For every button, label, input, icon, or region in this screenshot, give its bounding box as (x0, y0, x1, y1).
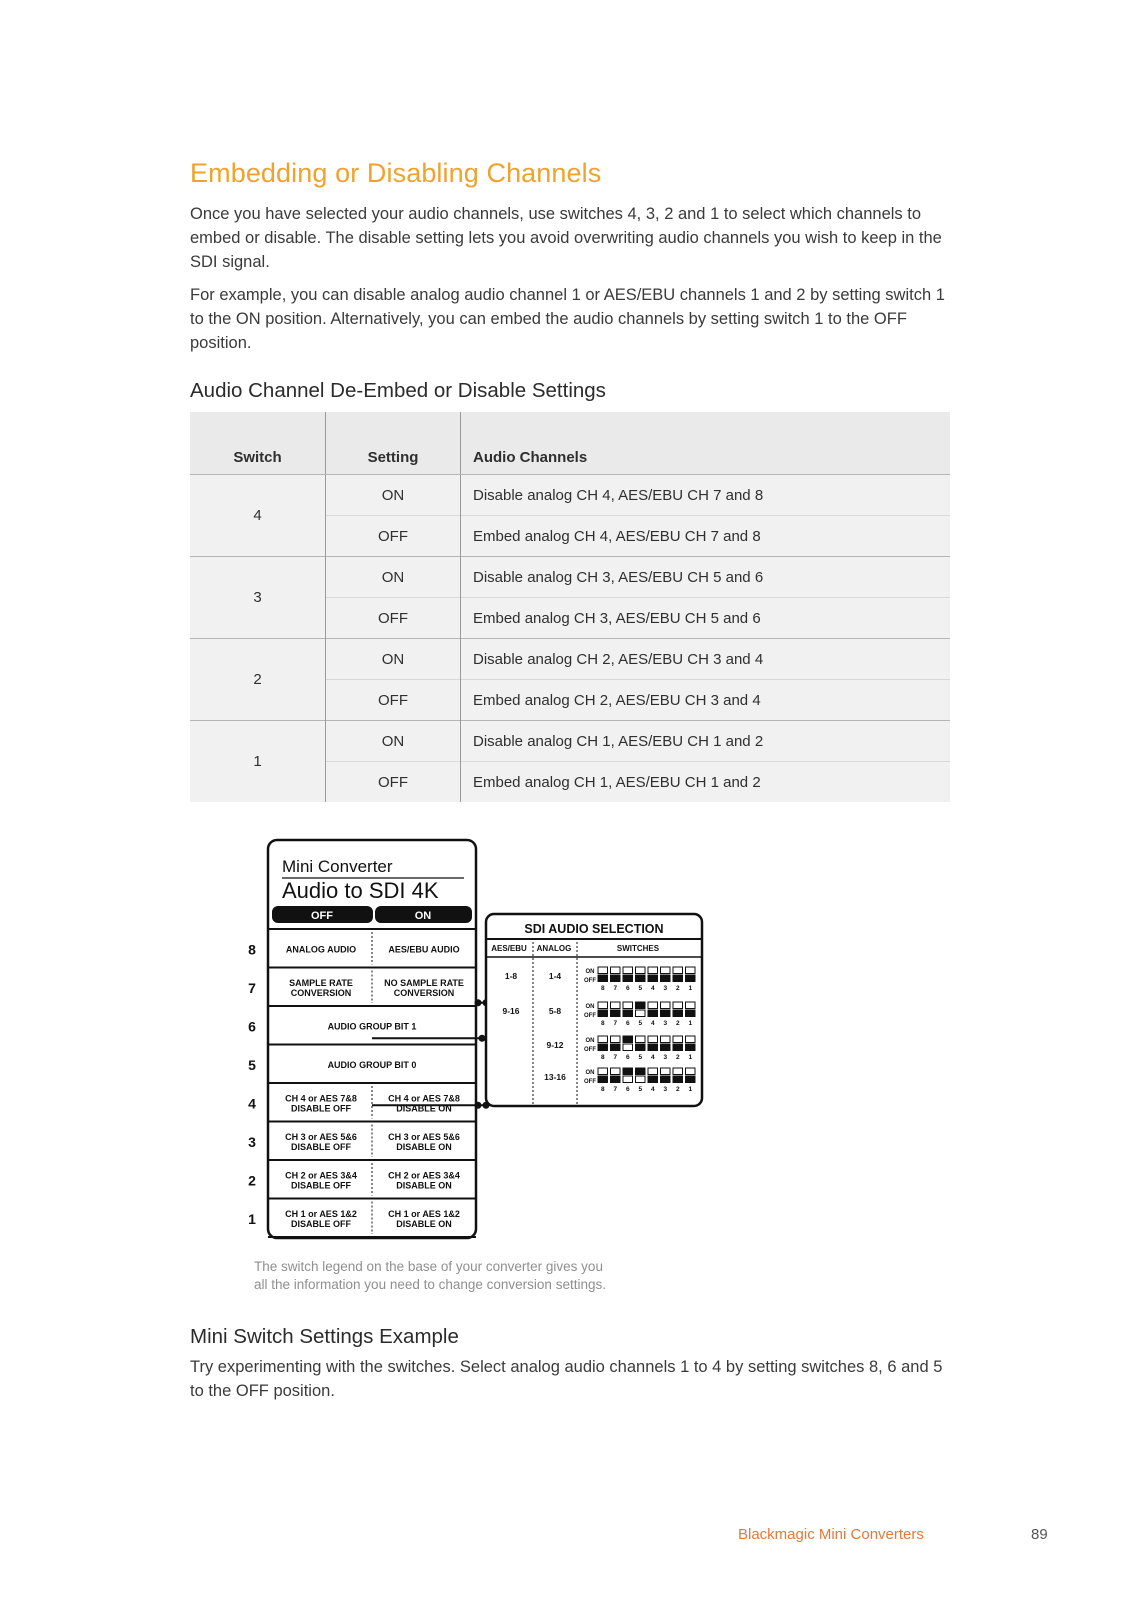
dip-switch-off (636, 1076, 646, 1083)
dip-switch-on (598, 1002, 608, 1009)
dip-switch-number: 6 (625, 1054, 630, 1061)
cell-setting: ON (326, 639, 461, 680)
dip-switch-off (611, 975, 621, 982)
dip-switch-number: 4 (650, 1054, 655, 1061)
dip-switch-number: 8 (600, 1020, 605, 1027)
dip-switch-on (636, 1068, 646, 1075)
dip-switch-on (636, 967, 646, 974)
dip-switch-off (673, 1076, 683, 1083)
dip-switch-off (623, 1076, 633, 1083)
switch-example-paragraph: Try experimenting with the switches. Select analog audio channels 1 to 4 by setting switches 8, 6 and 5 to the OFF position. (190, 1358, 943, 1400)
sdi-on-label: ON (585, 1004, 595, 1010)
dip-switch-off (611, 1010, 621, 1017)
dip-switch-number: 7 (613, 1086, 618, 1093)
header-setting: Setting (326, 412, 461, 475)
dip-switch-on (648, 1068, 658, 1075)
dip-switch-number: 3 (663, 985, 668, 992)
legend-row-label: AUDIO GROUP BIT 1 (327, 1021, 417, 1032)
dip-switch-number: 4 (650, 1020, 655, 1027)
dip-switch-on (636, 1002, 646, 1009)
legend-off-option: ANALOG AUDIO (285, 944, 357, 955)
dip-switch-off (611, 1076, 621, 1083)
cell-audio-channels: Disable analog CH 2, AES/EBU CH 3 and 4 (461, 639, 951, 680)
cell-audio-channels: Disable analog CH 1, AES/EBU CH 1 and 2 (461, 721, 951, 762)
dip-switch-off (623, 1010, 633, 1017)
dip-switch-on (673, 1068, 683, 1075)
dip-switch-off (648, 975, 658, 982)
sdi-on-label: ON (585, 969, 595, 975)
sdi-analog-range: 9-12 (546, 1040, 564, 1050)
cell-setting: OFF (326, 598, 461, 639)
legend-brand: Mini Converter (282, 857, 393, 876)
dip-switch-number: 6 (625, 1020, 630, 1027)
legend-connector-dot (475, 1102, 482, 1109)
dip-switch-off (636, 1010, 646, 1017)
cell-audio-channels: Embed analog CH 3, AES/EBU CH 5 and 6 (461, 598, 951, 639)
dip-switch-off (686, 1010, 696, 1017)
legend-off-option: CH 3 or AES 5&6 DISABLE OFF (285, 1131, 357, 1152)
cell-switch: 1 (190, 721, 326, 803)
cell-audio-channels: Disable analog CH 3, AES/EBU CH 5 and 6 (461, 557, 951, 598)
sdi-on-label: ON (585, 1038, 595, 1044)
legend-off-option: CH 1 or AES 1&2 DISABLE OFF (285, 1208, 357, 1229)
cell-audio-channels: Embed analog CH 2, AES/EBU CH 3 and 4 (461, 680, 951, 721)
sdi-header-aes: AES/EBU (491, 944, 527, 953)
dip-switch-on (648, 967, 658, 974)
dip-switch-off (598, 1044, 608, 1051)
cell-setting: ON (326, 557, 461, 598)
dip-switch-number: 7 (613, 985, 618, 992)
cell-setting: ON (326, 721, 461, 762)
dip-switch-on (636, 1036, 646, 1043)
table-title: Audio Channel De-Embed or Disable Settings (190, 379, 606, 402)
dip-switch-on (611, 1068, 621, 1075)
dip-switch-number: 5 (638, 985, 643, 992)
dip-switch-number: 8 (600, 1086, 605, 1093)
dip-switch-on (686, 1002, 696, 1009)
dip-switch-on (661, 967, 671, 974)
table-row (190, 639, 950, 680)
caption-line-2: all the information you need to change conversion settings. (254, 1277, 606, 1292)
sdi-header-analog: ANALOG (536, 944, 572, 953)
sdi-analog-range: 13-16 (544, 1072, 566, 1082)
dip-switch-number: 1 (688, 1020, 693, 1027)
sdi-aes-range: 1-8 (504, 971, 518, 981)
dip-switch-on (611, 1002, 621, 1009)
dip-switch-off (648, 1010, 658, 1017)
switch-legend-figure (242, 830, 722, 1250)
dip-switch-on (623, 967, 633, 974)
legend-switch-number: 8 (248, 941, 256, 958)
figure-caption (254, 1258, 606, 1294)
legend-on-option: AES/EBU AUDIO (388, 944, 460, 955)
sdi-off-label: OFF (584, 1047, 596, 1053)
dip-switch-number: 4 (650, 1086, 655, 1093)
dip-switch-on (611, 1036, 621, 1043)
cell-setting: ON (326, 475, 461, 516)
dip-switch-off (648, 1044, 658, 1051)
legend-switch-number: 4 (248, 1095, 256, 1112)
sdi-off-label: OFF (584, 1013, 596, 1019)
legend-model: Audio to SDI 4K (282, 878, 439, 903)
dip-switch-off (686, 1076, 696, 1083)
dip-switch-number: 2 (675, 1020, 680, 1027)
table-row (190, 557, 950, 598)
table-row (190, 475, 950, 516)
example-paragraph: For example, you can disable analog audio channel 1 or AES/EBU channels 1 and 2 by setting switch 1 to the ON position. Alternatively, you can embed the audio channels by setting switch 1 to the OFF position. (190, 286, 945, 352)
subheading: Mini Switch Settings Example (190, 1325, 459, 1348)
dip-switch-on (661, 1068, 671, 1075)
dip-switch-off (686, 1044, 696, 1051)
sdi-analog-range: 1-4 (548, 971, 562, 981)
dip-switch-off (673, 1010, 683, 1017)
legend-off-option: CH 4 or AES 7&8 DISABLE OFF (285, 1093, 357, 1114)
dip-switch-off (598, 1010, 608, 1017)
dip-switch-on (661, 1036, 671, 1043)
cell-switch: 2 (190, 639, 326, 721)
legend-switch-number: 5 (248, 1056, 256, 1073)
dip-switch-on (673, 1036, 683, 1043)
dip-switch-off (598, 975, 608, 982)
sdi-header-switches: SWITCHES (616, 944, 660, 953)
dip-switch-number: 3 (663, 1054, 668, 1061)
dip-switch-number: 1 (688, 1086, 693, 1093)
dip-switch-on (598, 967, 608, 974)
legend-switch-number: 2 (248, 1172, 256, 1189)
legend-switch-number: 3 (248, 1133, 256, 1150)
legend-on-option: CH 3 or AES 5&6 DISABLE ON (388, 1131, 460, 1152)
dip-switch-on (648, 1036, 658, 1043)
cell-setting: OFF (326, 516, 461, 557)
dip-switch-off (636, 975, 646, 982)
dip-switch-on (673, 967, 683, 974)
legend-off-label: OFF (311, 910, 333, 922)
legend-switch-number: 6 (248, 1018, 256, 1035)
dip-switch-number: 1 (688, 985, 693, 992)
page-title: Embedding or Disabling Channels (190, 158, 602, 188)
legend-connector-dot (475, 999, 482, 1006)
legend-off-option: SAMPLE RATE CONVERSION (289, 977, 353, 998)
dip-switch-on (623, 1068, 633, 1075)
sdi-off-label: OFF (584, 978, 596, 984)
dip-switch-on (598, 1036, 608, 1043)
legend-on-option: NO SAMPLE RATE CONVERSION (384, 977, 464, 998)
dip-switch-number: 2 (675, 985, 680, 992)
dip-switch-number: 2 (675, 1086, 680, 1093)
dip-switch-off (673, 1044, 683, 1051)
header-switch: Switch (190, 412, 326, 475)
dip-switch-off (673, 975, 683, 982)
dip-switch-off (661, 1044, 671, 1051)
dip-switch-number: 8 (600, 985, 605, 992)
legend-on-label: ON (414, 910, 432, 922)
cell-setting: OFF (326, 762, 461, 803)
dip-switch-on (623, 1002, 633, 1009)
cell-audio-channels: Embed analog CH 4, AES/EBU CH 7 and 8 (461, 516, 951, 557)
caption-line-1: The switch legend on the base of your converter gives you (254, 1259, 603, 1274)
dip-switch-off (598, 1076, 608, 1083)
table-header-row (190, 412, 950, 475)
sdi-on-label: ON (585, 1070, 595, 1076)
cell-setting: OFF (326, 680, 461, 721)
dip-switch-off (623, 975, 633, 982)
cell-audio-channels: Embed analog CH 1, AES/EBU CH 1 and 2 (461, 762, 951, 803)
dip-switch-on (661, 1002, 671, 1009)
dip-switch-off (623, 1044, 633, 1051)
sdi-aes-range: 9-16 (502, 1006, 520, 1016)
dip-switch-on (598, 1068, 608, 1075)
dip-switch-number: 1 (688, 1054, 693, 1061)
legend-connector-dot (479, 1035, 486, 1042)
legend-row-label: AUDIO GROUP BIT 0 (327, 1059, 417, 1070)
dip-switch-off (661, 975, 671, 982)
dip-switch-off (648, 1076, 658, 1083)
dip-switch-number: 5 (638, 1086, 643, 1093)
table-row (190, 721, 950, 762)
dip-switch-number: 3 (663, 1086, 668, 1093)
cell-audio-channels: Disable analog CH 4, AES/EBU CH 7 and 8 (461, 475, 951, 516)
legend-switch-number: 7 (248, 979, 256, 996)
header-audio-channels: Audio Channels (461, 412, 951, 475)
cell-switch: 3 (190, 557, 326, 639)
dip-switch-on (686, 1036, 696, 1043)
dip-switch-number: 3 (663, 1020, 668, 1027)
dip-switch-off (636, 1044, 646, 1051)
dip-switch-off (686, 975, 696, 982)
dip-switch-off (611, 1044, 621, 1051)
dip-switch-off (661, 1010, 671, 1017)
page-number: 89 (1031, 1526, 1048, 1543)
dip-switch-number: 6 (625, 985, 630, 992)
dip-switch-on (673, 1002, 683, 1009)
legend-off-option: CH 2 or AES 3&4 DISABLE OFF (285, 1170, 357, 1191)
legend-on-option: CH 2 or AES 3&4 DISABLE ON (388, 1170, 460, 1191)
dip-switch-number: 5 (638, 1054, 643, 1061)
sdi-off-label: OFF (584, 1079, 596, 1085)
dip-switch-number: 4 (650, 985, 655, 992)
intro-paragraph: Once you have selected your audio channels, use switches 4, 3, 2 and 1 to select which channels to embed or disable. The disable setting lets you avoid overwriting audio channels you wish to keep in the SDI signal. (190, 205, 942, 271)
dip-switch-number: 2 (675, 1054, 680, 1061)
dip-switch-on (623, 1036, 633, 1043)
dip-switch-number: 8 (600, 1054, 605, 1061)
dip-switch-number: 5 (638, 1020, 643, 1027)
dip-switch-on (686, 1068, 696, 1075)
legend-on-option: CH 4 or AES 7&8 DISABLE ON (388, 1093, 460, 1114)
dip-switch-number: 7 (613, 1054, 618, 1061)
sdi-analog-range: 5-8 (548, 1006, 562, 1016)
dip-switch-on (686, 967, 696, 974)
legend-switch-number: 1 (248, 1210, 256, 1227)
dip-switch-on (648, 1002, 658, 1009)
dip-switch-number: 6 (625, 1086, 630, 1093)
sdi-panel-title: SDI AUDIO SELECTION (524, 922, 664, 936)
dip-switch-on (611, 967, 621, 974)
dip-switch-number: 7 (613, 1020, 618, 1027)
footer-brand: Blackmagic Mini Converters (738, 1526, 924, 1543)
dip-switch-off (661, 1076, 671, 1083)
cell-switch: 4 (190, 475, 326, 557)
settings-table (190, 412, 950, 802)
legend-on-option: CH 1 or AES 1&2 DISABLE ON (388, 1208, 460, 1229)
